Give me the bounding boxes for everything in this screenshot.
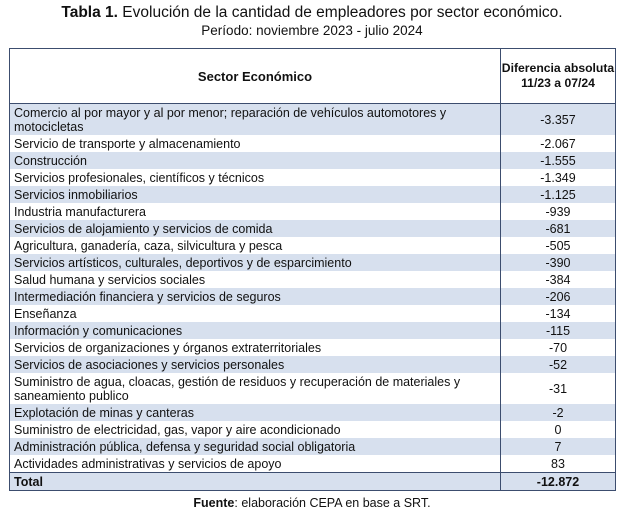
table-row [10,373,615,404]
source-label: Fuente [193,496,235,510]
row-value: -1.349 [501,169,616,186]
table-row [10,305,615,322]
table-row [10,271,615,288]
row-value: -2.067 [501,135,616,152]
total-row [10,473,615,491]
row-sector: Intermediación financiera y servicios de seguros [10,288,501,305]
table-row [10,356,615,373]
row-sector: Servicios inmobiliarios [10,186,501,203]
table-title [0,3,624,22]
row-sector: Construcción [10,152,501,169]
row-sector: Salud humana y servicios sociales [14,272,206,287]
total-value: -12.872 [501,473,616,491]
table-row [10,152,615,169]
row-sector: Actividades administrativas y servicios de apoyo [14,456,282,471]
row-sector: Servicios de alojamiento y servicios de comida [10,220,501,237]
row-value: -31 [501,373,616,404]
table-row [10,438,615,455]
header-sector: Sector Económico [10,49,501,104]
row-sector: Servicios profesionales, científicos y técnicos [14,170,265,185]
row-sector: Suministro de agua, cloacas, gestión de residuos y recuperación de materiales y saneamiento publico [14,374,461,403]
row-value: -2 [501,404,616,421]
row-sector: Servicios de organizaciones y órganos extraterritoriales [14,340,322,355]
table-row [10,220,615,237]
table-row [10,288,615,305]
table-row [10,322,615,339]
row-sector: Servicio de transporte y almacenamiento [14,136,241,151]
row-value: -115 [501,322,616,339]
row-sector: Servicios artísticos, culturales, deportivos y de esparcimiento [10,254,501,271]
table-row [10,254,615,271]
row-value: -390 [501,254,616,271]
row-sector: Información y comunicaciones [10,322,501,339]
table-header-row [10,49,615,104]
table-row [10,237,615,254]
table-row [10,203,615,220]
table-title-label: Tabla 1. [61,4,118,21]
data-table [10,49,615,490]
table-body [10,104,615,491]
row-value: -384 [501,271,616,288]
row-value: 7 [501,438,616,455]
table-row [10,186,615,203]
row-sector: Servicios de asociaciones y servicios personales [10,356,501,373]
table-row [10,455,615,473]
table-row [10,169,615,186]
row-sector: Explotación de minas y canteras [10,404,501,421]
row-value: -134 [501,305,616,322]
table-subtitle: Período: noviembre 2023 - julio 2024 [201,23,423,38]
row-value: -681 [501,220,616,237]
source-note [0,496,624,510]
row-value: 0 [501,421,616,438]
row-sector: Enseñanza [14,306,77,321]
header-difference: Diferencia absoluta 11/23 a 07/24 [501,49,616,104]
row-value: -70 [501,339,616,356]
table-row [10,104,615,136]
data-table-container [9,48,616,491]
table-row [10,135,615,152]
row-sector: Comercio al por mayor y al por menor; reparación de vehículos automotores y motocicletas [10,104,501,136]
row-value: -1.125 [501,186,616,203]
row-value: -1.555 [501,152,616,169]
row-value: 83 [501,455,616,473]
table-row [10,339,615,356]
row-sector: Agricultura, ganadería, caza, silvicultura y pesca [14,238,283,253]
row-value: -505 [501,237,616,254]
table-title-text: Evolución de la cantidad de empleadores por sector económico. [117,4,563,21]
row-value: -939 [501,203,616,220]
row-value: -52 [501,356,616,373]
row-sector: Industria manufacturera [14,204,147,219]
row-value: -206 [501,288,616,305]
row-value: -3.357 [501,104,616,136]
source-text: : elaboración CEPA en base a SRT. [234,496,431,510]
row-sector: Administración pública, defensa y seguridad social obligatoria [10,438,501,455]
row-sector: Suministro de electricidad, gas, vapor y aire acondicionado [14,422,341,437]
total-label: Total [10,473,501,491]
table-row [10,404,615,421]
table-row [10,421,615,438]
